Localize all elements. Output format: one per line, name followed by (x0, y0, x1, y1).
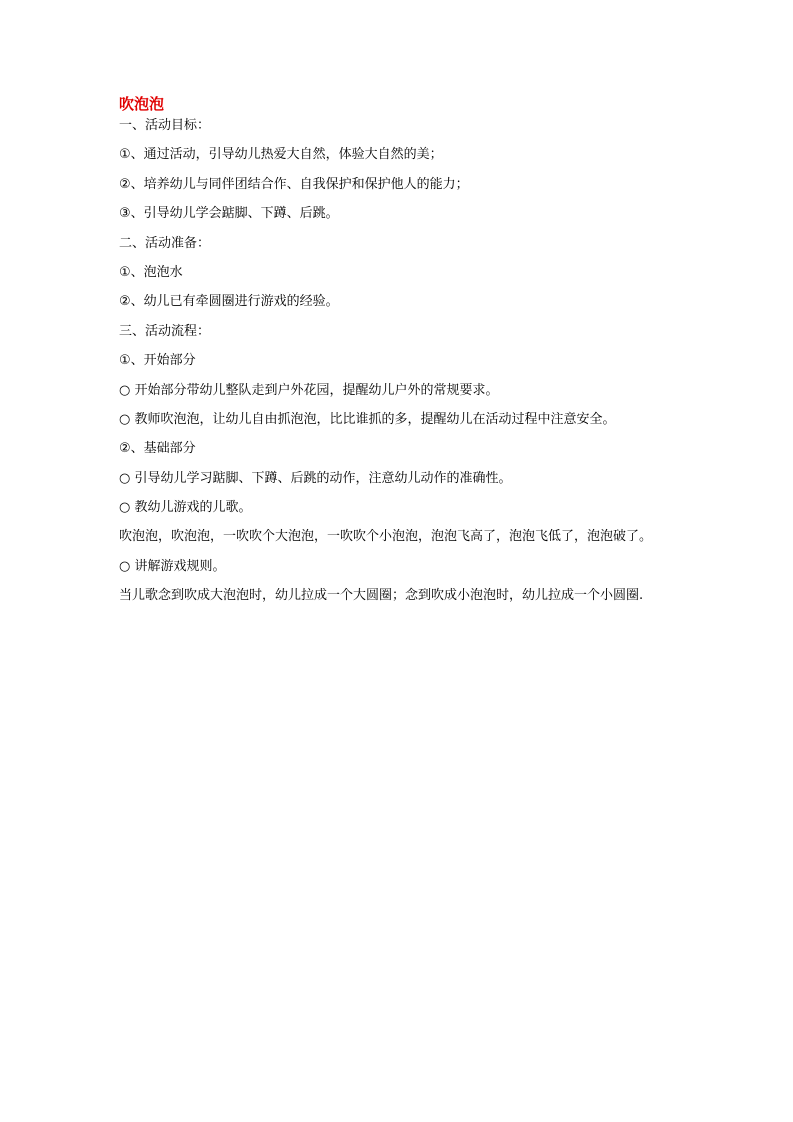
goal-item-2: ②、培养幼儿与同伴团结合作、自我保护和保护他人的能力； (119, 176, 469, 192)
process-part-basic: ②、基础部分 (119, 441, 196, 457)
document-body (119, 93, 719, 617)
section-heading-preparation: 二、活动准备： (119, 235, 211, 251)
goal-item-1: ①、通过活动，引导幼儿热爱大自然，体验大自然的美； (119, 147, 443, 163)
nursery-rhyme-text: 吹泡泡，吹泡泡，一吹吹个大泡泡，一吹吹个小泡泡，泡泡飞高了，泡泡飞低了，泡泡破了。 (119, 529, 653, 545)
section-heading-process: 三、活动流程： (119, 323, 211, 339)
process-bullet-5: ○ 讲解游戏规则。 (119, 558, 226, 574)
process-bullet-3: ○ 引导幼儿学习踮脚、下蹲、后跳的动作，注意幼儿动作的准确性。 (119, 470, 512, 486)
section-heading-goals: 一、活动目标： (119, 118, 211, 133)
goal-item-3: ③、引导幼儿学会踮脚、下蹲、后跳。 (119, 206, 339, 222)
process-bullet-4: ○ 教幼儿游戏的儿歌。 (119, 500, 252, 516)
process-bullet-2: ○ 教师吹泡泡，让幼儿自由抓泡泡，比比谁抓的多，提醒幼儿在活动过程中注意安全。 (119, 411, 616, 427)
process-bullet-1: ○ 开始部分带幼儿整队走到户外花园，提醒幼儿户外的常规要求。 (119, 382, 499, 398)
process-part-start: ①、开始部分 (119, 353, 196, 369)
game-rule-text: 当儿歌念到吹成大泡泡时，幼儿拉成一个大圆圈；念到吹成小泡泡时，幼儿拉成一个小圆圈. (119, 588, 644, 604)
document-title: 吹泡泡 (119, 95, 165, 113)
preparation-item-2: ②、幼儿已有牵圆圈进行游戏的经验。 (119, 294, 339, 310)
preparation-item-1: ①、泡泡水 (119, 264, 183, 280)
